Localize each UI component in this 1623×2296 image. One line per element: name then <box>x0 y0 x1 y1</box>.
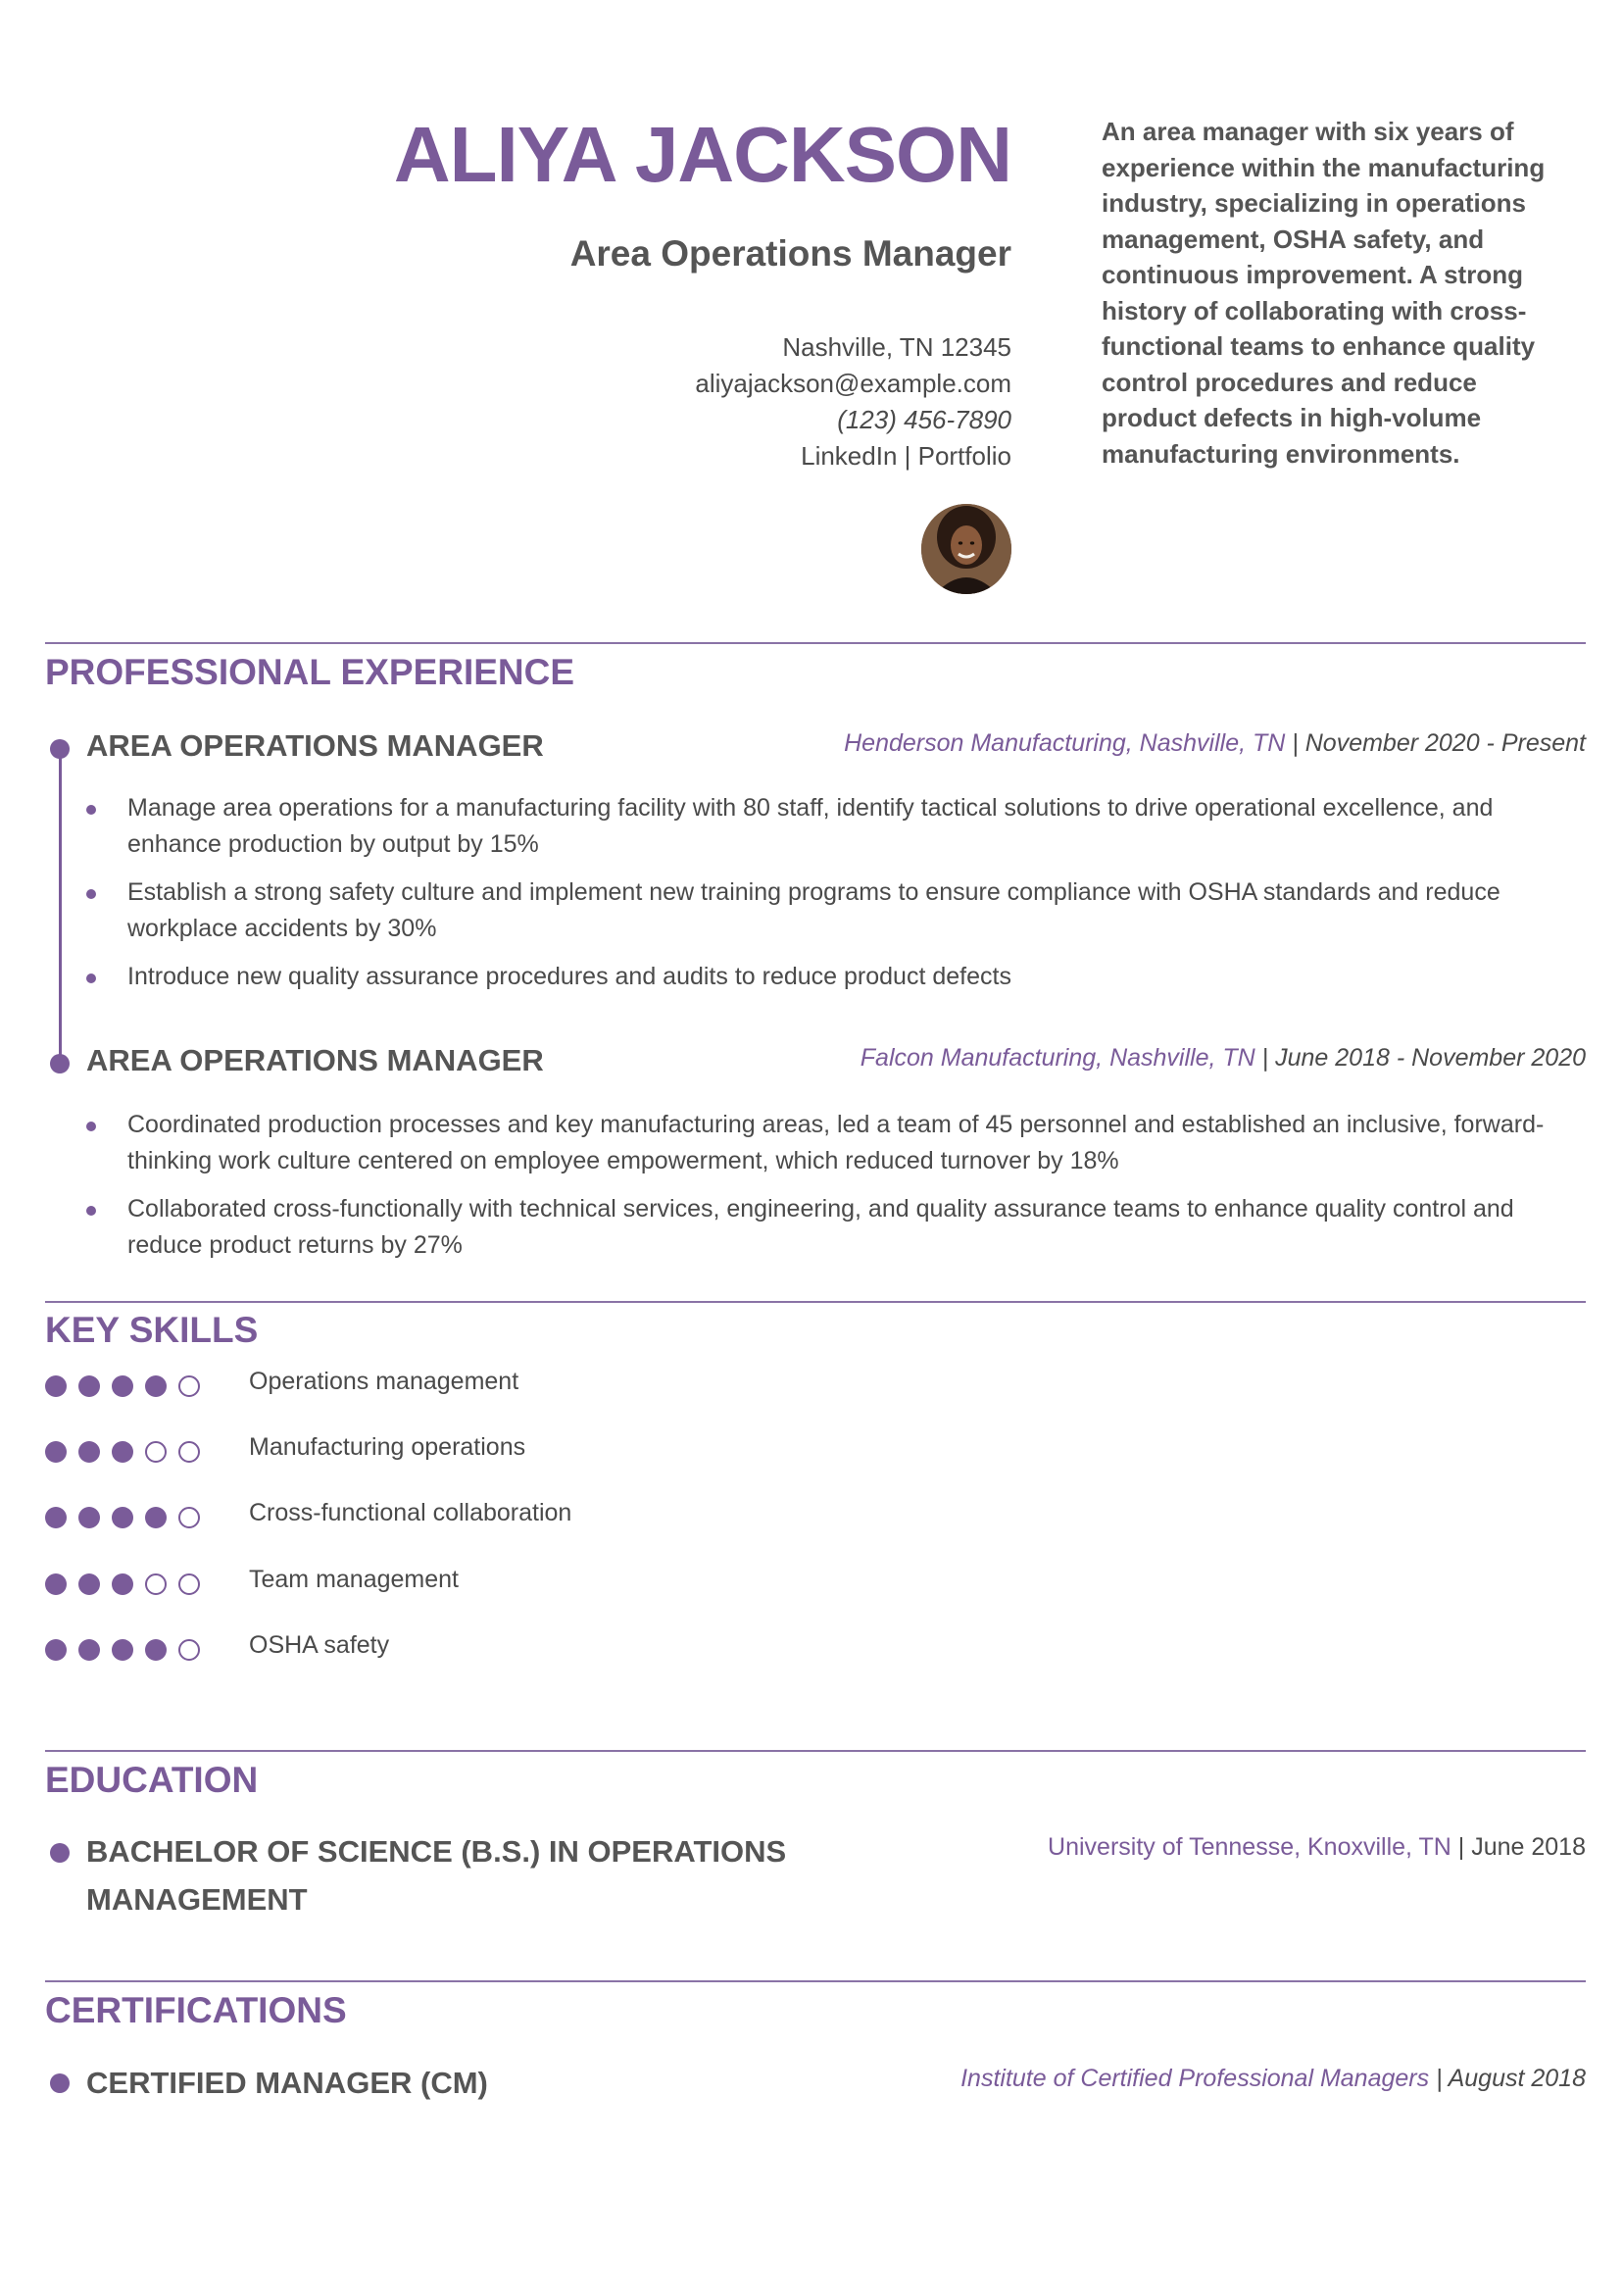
section-title-skills: KEY SKILLS <box>45 1310 259 1350</box>
rating-dot-filled <box>112 1441 133 1463</box>
job-company: Henderson Manufacturing, Nashville, TN <box>844 729 1286 757</box>
meta-separator: | <box>1292 729 1305 757</box>
job-bullets <box>86 1107 1576 1275</box>
skill-row <box>45 1433 829 1472</box>
rating-dot-empty <box>178 1375 200 1397</box>
list-item <box>86 1107 1576 1179</box>
education-meta <box>1048 1833 1586 1862</box>
skill-row <box>45 1566 829 1605</box>
certification-meta <box>960 2065 1586 2093</box>
rating-dot-empty <box>178 1441 200 1463</box>
contact-links[interactable]: LinkedIn | Portfolio <box>801 441 1011 471</box>
bullet-dot <box>86 889 96 899</box>
rating-dot-filled <box>112 1507 133 1528</box>
bullet-text: Collaborated cross-functionally with technical services, engineering, and quality assurance teams to enhance quality control and reduce product returns by 27% <box>127 1195 1514 1259</box>
meta-separator: | <box>1457 1833 1472 1861</box>
list-item <box>86 790 1576 863</box>
job-dates: June 2018 - November 2020 <box>1275 1044 1586 1072</box>
list-item <box>86 1191 1576 1264</box>
job-meta <box>844 729 1586 758</box>
rating-dot-empty <box>145 1441 167 1463</box>
section-divider <box>45 1980 1586 1982</box>
skill-row <box>45 1499 829 1538</box>
section-title-experience: PROFESSIONAL EXPERIENCE <box>45 652 575 692</box>
experience-timeline <box>59 749 62 1061</box>
contact-block <box>695 329 1011 474</box>
candidate-title: Area Operations Manager <box>569 233 1011 274</box>
degree-title: BACHELOR OF SCIENCE (B.S.) IN OPERATIONS MANAGEMENT <box>86 1834 787 1917</box>
job-role: AREA OPERATIONS MANAGER <box>86 1043 544 1077</box>
job-meta <box>861 1044 1586 1073</box>
professional-summary: An area manager with six years of experience within the manufacturing industry, specializing in operations management, OSHA safety, and continuous improvement. A strong history of collaborating with cross-functional teams to enhance quality control procedures and reduce product defects in high-volume manufacturing environments. <box>1102 117 1546 469</box>
rating-dot-filled <box>112 1375 133 1397</box>
section-divider <box>45 1301 1586 1303</box>
job-company: Falcon Manufacturing, Nashville, TN <box>860 1044 1255 1072</box>
rating-dot-filled <box>78 1573 100 1595</box>
job-dates: November 2020 - Present <box>1304 729 1586 757</box>
skill-name: Operations management <box>249 1368 519 1395</box>
rating-dot-filled <box>78 1507 100 1528</box>
job-role: AREA OPERATIONS MANAGER <box>86 728 544 763</box>
timeline-dot <box>50 1054 70 1073</box>
rating-dot-filled <box>78 1375 100 1397</box>
skill-row <box>45 1631 829 1671</box>
section-divider <box>45 1750 1586 1752</box>
candidate-name: ALIYA JACKSON <box>393 111 1011 198</box>
bullet-dot <box>86 973 96 983</box>
certification-date: August 2018 <box>1448 2065 1586 2092</box>
contact-location: Nashville, TN 12345 <box>782 332 1011 362</box>
certification-dot <box>50 2073 70 2093</box>
profile-photo <box>921 504 1011 594</box>
rating-dot-filled <box>145 1375 167 1397</box>
skill-row <box>45 1368 829 1407</box>
rating-dot-filled <box>145 1639 167 1661</box>
rating-dot-empty <box>178 1507 200 1528</box>
list-item <box>86 874 1576 947</box>
bullet-text: Establish a strong safety culture and implement new training programs to ensure compliance with OSHA standards and reduce workplace accidents by 30% <box>127 878 1500 942</box>
rating-dot-filled <box>112 1573 133 1595</box>
skill-name: OSHA safety <box>249 1631 390 1659</box>
education-date: June 2018 <box>1471 1833 1586 1861</box>
school-name: University of Tennesse, Knoxville, TN <box>1048 1833 1451 1861</box>
rating-dot-filled <box>45 1375 67 1397</box>
section-title-certifications: CERTIFICATIONS <box>45 1990 347 2030</box>
rating-dot-empty <box>178 1639 200 1661</box>
certification-issuer: Institute of Certified Professional Managers <box>960 2065 1430 2092</box>
bullet-text: Introduce new quality assurance procedures and audits to reduce product defects <box>127 963 1011 990</box>
rating-dot-filled <box>45 1573 67 1595</box>
skill-name: Manufacturing operations <box>249 1433 526 1461</box>
bullet-dot <box>86 1206 96 1216</box>
section-title-education: EDUCATION <box>45 1760 259 1800</box>
rating-dot-filled <box>78 1639 100 1661</box>
rating-dot-filled <box>78 1441 100 1463</box>
bullet-text: Coordinated production processes and key manufacturing areas, led a team of 45 personnel and established an inclusive, forward-thinking work culture centered on employee empowerment, which reduced turnover by 18% <box>127 1111 1545 1174</box>
meta-separator: | <box>1436 2065 1449 2092</box>
education-dot <box>50 1843 70 1863</box>
certification-title: CERTIFIED MANAGER (CM) <box>86 2066 488 2100</box>
skill-name: Cross-functional collaboration <box>249 1499 572 1526</box>
rating-dot-empty <box>145 1573 167 1595</box>
bullet-text: Manage area operations for a manufacturing facility with 80 staff, identify tactical solutions to drive operational excellence, and enhance production by output by 15% <box>127 794 1494 858</box>
list-item <box>86 959 1576 995</box>
rating-dot-filled <box>45 1507 67 1528</box>
rating-dot-filled <box>112 1639 133 1661</box>
rating-dot-empty <box>178 1573 200 1595</box>
contact-email[interactable]: aliyajackson@example.com <box>695 369 1011 398</box>
rating-dot-filled <box>145 1507 167 1528</box>
meta-separator: | <box>1261 1044 1276 1072</box>
rating-dot-filled <box>45 1441 67 1463</box>
timeline-dot <box>50 739 70 759</box>
section-divider <box>45 642 1586 644</box>
rating-dot-filled <box>45 1639 67 1661</box>
contact-phone[interactable]: (123) 456-7890 <box>837 405 1011 434</box>
bullet-dot <box>86 805 96 815</box>
job-bullets <box>86 790 1576 1007</box>
skill-name: Team management <box>249 1566 460 1593</box>
bullet-dot <box>86 1122 96 1131</box>
